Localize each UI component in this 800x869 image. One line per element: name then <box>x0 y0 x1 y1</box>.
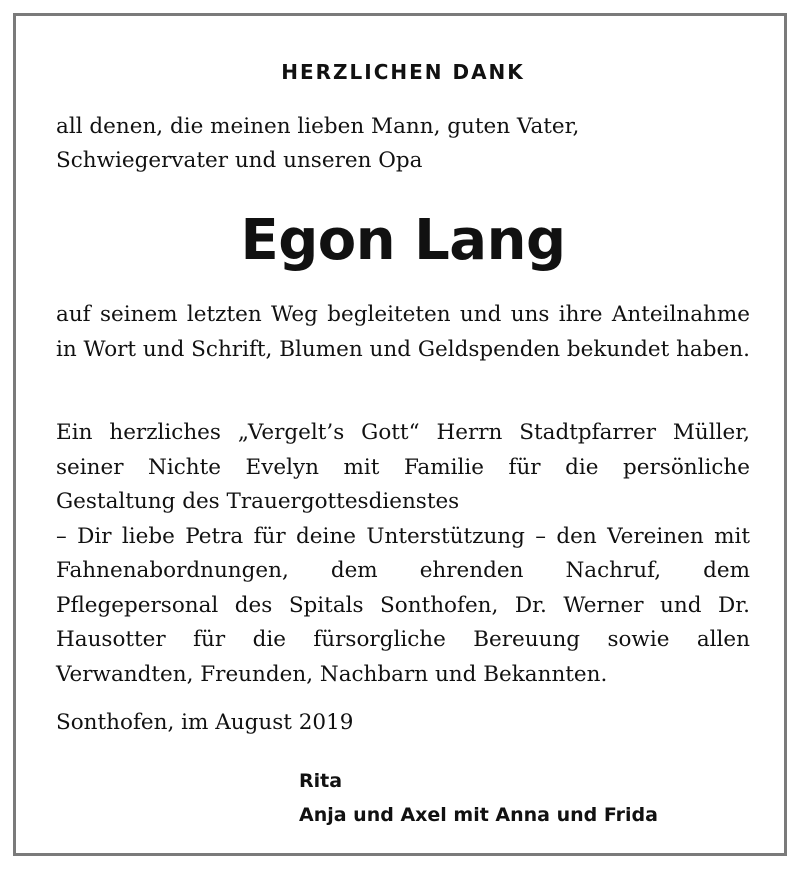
signer-name: Anja und Axel mit Anna und Frida <box>299 804 658 826</box>
thanks-paragraph-2-part-2: – Dir liebe Petra für deine Unterstützung – den Vereinen mit Fahnenabordnungen, dem ehrenden Nachruf, dem Pflegepersonal des Spitals Sonthofen, Dr. Werner und Dr. Hausotter für die fürsorgliche Bereuung sowie allen Verwandten, Freunden, Nachbarn und Bekannten. <box>56 523 750 687</box>
signers <box>299 764 658 832</box>
notice-heading: HERZLICHEN DANK <box>281 60 525 84</box>
deceased-name: Egon Lang <box>240 208 566 273</box>
signer-name: Rita <box>299 770 343 792</box>
place-and-date: Sonthofen, im August 2019 <box>56 710 354 735</box>
intro-line-1: all denen, die meinen lieben Mann, guten Vater, <box>56 114 580 139</box>
notice-frame <box>13 13 787 856</box>
intro-text <box>56 110 750 178</box>
thanks-paragraph-1: auf seinem letzten Weg begleiteten und uns ihre Anteilnahme in Wort und Schrift, Blumen und Geldspenden bekundet haben. <box>56 302 750 362</box>
thanks-paragraph-2 <box>56 416 750 692</box>
intro-line-2: Schwiegervater und unseren Opa <box>56 148 423 173</box>
thanks-paragraph-2-part-1: Ein herzliches „Vergelt’s Gott“ Herrn Stadtpfarrer Müller, seiner Nichte Evelyn mit Familie für die persönliche Gestaltung des Trauergottesdienstes <box>56 420 750 514</box>
